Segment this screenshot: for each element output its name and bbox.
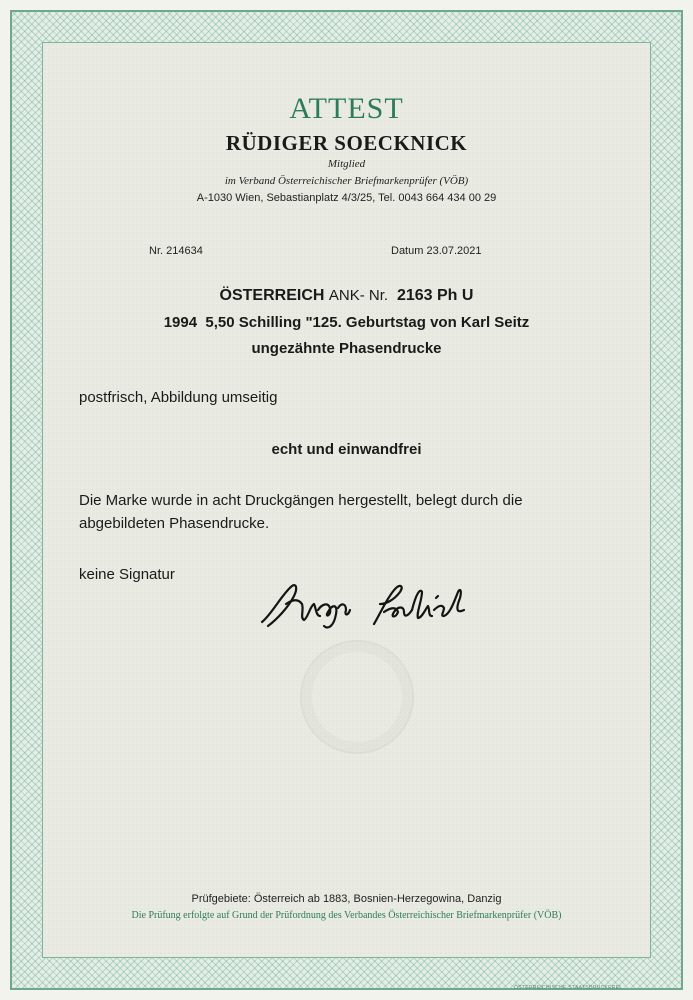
- signature-note: keine Signatur: [79, 566, 175, 583]
- member-label: Mitglied: [327, 158, 366, 170]
- stamp-catalog-line: [0, 287, 693, 305]
- note-line-1: Die Marke wurde in acht Druckgängen hergestellt, belegt durch die: [79, 492, 523, 509]
- catalog-number: 2163 Ph U: [396, 287, 474, 304]
- stamp-description: 1994 5,50 Schilling "125. Geburtstag von Karl Seitz: [163, 314, 530, 331]
- certificate-date: [391, 245, 482, 257]
- embossed-seal: [300, 640, 414, 754]
- printer-imprint: ÖSTERREICHISCHE STAATSDRUCKEREI: [514, 985, 621, 991]
- verdict-text: echt und einwandfrei: [271, 441, 422, 458]
- examiner-name: RÜDIGER SOECKNICK: [225, 131, 468, 155]
- certificate-number: [149, 245, 203, 257]
- number-label: Nr.: [149, 245, 164, 257]
- number-value: 214634: [166, 245, 203, 257]
- condition-text: postfrisch, Abbildung umseitig: [79, 389, 278, 406]
- handwritten-signature: [258, 574, 478, 639]
- stamp-country: ÖSTERREICH: [219, 287, 325, 304]
- date-value: 23.07.2021: [426, 245, 482, 257]
- certificate-title: ATTEST: [289, 92, 404, 125]
- stamp-variant: ungezähnte Phasendrucke: [251, 340, 442, 357]
- examiner-address: A-1030 Wien, Sebastianplatz 4/3/25, Tel. 0043 664 434 00 29: [196, 192, 497, 204]
- association-label: im Verband Österreichischer Briefmarkenprüfer (VÖB): [224, 175, 469, 187]
- note-line-2: abgebildeten Phasendrucke.: [79, 515, 270, 532]
- catalog-label: ANK- Nr.: [328, 287, 389, 304]
- examination-disclaimer: Die Prüfung erfolgte auf Grund der Prüfordnung des Verbandes Österreichischer Briefmarkenprüfer (VÖB): [131, 910, 562, 921]
- examination-areas: Prüfgebiete: Österreich ab 1883, Bosnien-Herzegowina, Danzig: [191, 893, 502, 905]
- date-label: Datum: [391, 245, 424, 257]
